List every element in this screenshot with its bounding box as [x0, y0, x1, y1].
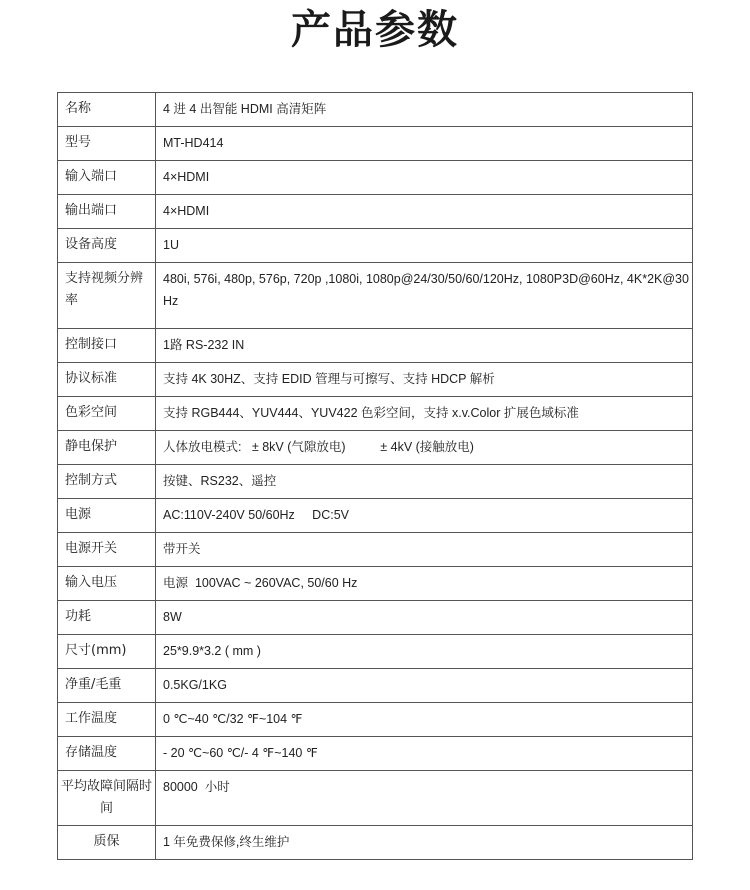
row-label: 色彩空间	[58, 397, 156, 431]
table-row	[58, 329, 693, 363]
row-value: - 20 ℃~60 ℃/- 4 ℉~140 ℉	[156, 737, 693, 771]
row-label: 功耗	[58, 601, 156, 635]
table-row	[58, 499, 693, 533]
row-label: 控制方式	[58, 465, 156, 499]
table-row	[58, 431, 693, 465]
table-row	[58, 669, 693, 703]
table-row	[58, 263, 693, 329]
row-label: 名称	[58, 93, 156, 127]
row-value: 4 进 4 出智能 HDMI 高清矩阵	[156, 93, 693, 127]
row-label: 净重/毛重	[58, 669, 156, 703]
table-row	[58, 195, 693, 229]
row-label: 电源	[58, 499, 156, 533]
row-value: 4×HDMI	[156, 161, 693, 195]
row-value: 25*9.9*3.2 ( mm )	[156, 635, 693, 669]
table-row	[58, 465, 693, 499]
table-row	[58, 363, 693, 397]
table-row	[58, 127, 693, 161]
row-value: MT-HD414	[156, 127, 693, 161]
table-row	[58, 533, 693, 567]
row-label: 存储温度	[58, 737, 156, 771]
row-label: 设备高度	[58, 229, 156, 263]
table-row	[58, 229, 693, 263]
row-value: 0 ℃~40 ℃/32 ℉~104 ℉	[156, 703, 693, 737]
row-value: 1U	[156, 229, 693, 263]
row-label: 质保	[58, 826, 156, 860]
table-row	[58, 601, 693, 635]
table-row	[58, 397, 693, 431]
row-value: 80000 小时	[156, 771, 693, 826]
row-label: 平均故障间隔时间	[58, 771, 156, 826]
table-row	[58, 635, 693, 669]
row-value: AC:110V-240V 50/60Hz DC:5V	[156, 499, 693, 533]
row-value: 支持 4K 30HZ、支持 EDID 管理与可擦写、支持 HDCP 解析	[156, 363, 693, 397]
row-value: 人体放电模式: ± 8kV (气隙放电) ± 4kV (接触放电)	[156, 431, 693, 465]
row-value: 8W	[156, 601, 693, 635]
row-label: 输入电压	[58, 567, 156, 601]
row-label: 静电保护	[58, 431, 156, 465]
table-row	[58, 826, 693, 860]
row-label: 输入端口	[58, 161, 156, 195]
row-value: 4×HDMI	[156, 195, 693, 229]
table-row	[58, 567, 693, 601]
row-value: 电源 100VAC ~ 260VAC, 50/60 Hz	[156, 567, 693, 601]
page-title: 产品参数	[291, 7, 459, 53]
row-label: 型号	[58, 127, 156, 161]
row-label: 电源开关	[58, 533, 156, 567]
table-row	[58, 703, 693, 737]
row-value: 1 年免费保修,终生维护	[156, 826, 693, 860]
row-value: 0.5KG/1KG	[156, 669, 693, 703]
row-value: 480i, 576i, 480p, 576p, 720p ,1080i, 1080p@24/30/50/60/120Hz, 1080P3D@60Hz, 4K*2K@30Hz	[156, 263, 693, 329]
row-value: 按键、RS232、遥控	[156, 465, 693, 499]
table-row	[58, 737, 693, 771]
row-label: 支持视频分辨率	[58, 263, 156, 329]
row-label: 输出端口	[58, 195, 156, 229]
row-label: 尺寸(mm)	[58, 635, 156, 669]
row-value: 支持 RGB444、YUV444、YUV422 色彩空间，支持 x.v.Color 扩展色域标准	[156, 397, 693, 431]
spec-table	[57, 92, 693, 860]
row-label: 控制接口	[58, 329, 156, 363]
row-label: 工作温度	[58, 703, 156, 737]
row-value: 带开关	[156, 533, 693, 567]
row-value: 1路 RS-232 IN	[156, 329, 693, 363]
table-row	[58, 161, 693, 195]
row-label: 协议标准	[58, 363, 156, 397]
table-row	[58, 771, 693, 826]
table-row	[58, 93, 693, 127]
